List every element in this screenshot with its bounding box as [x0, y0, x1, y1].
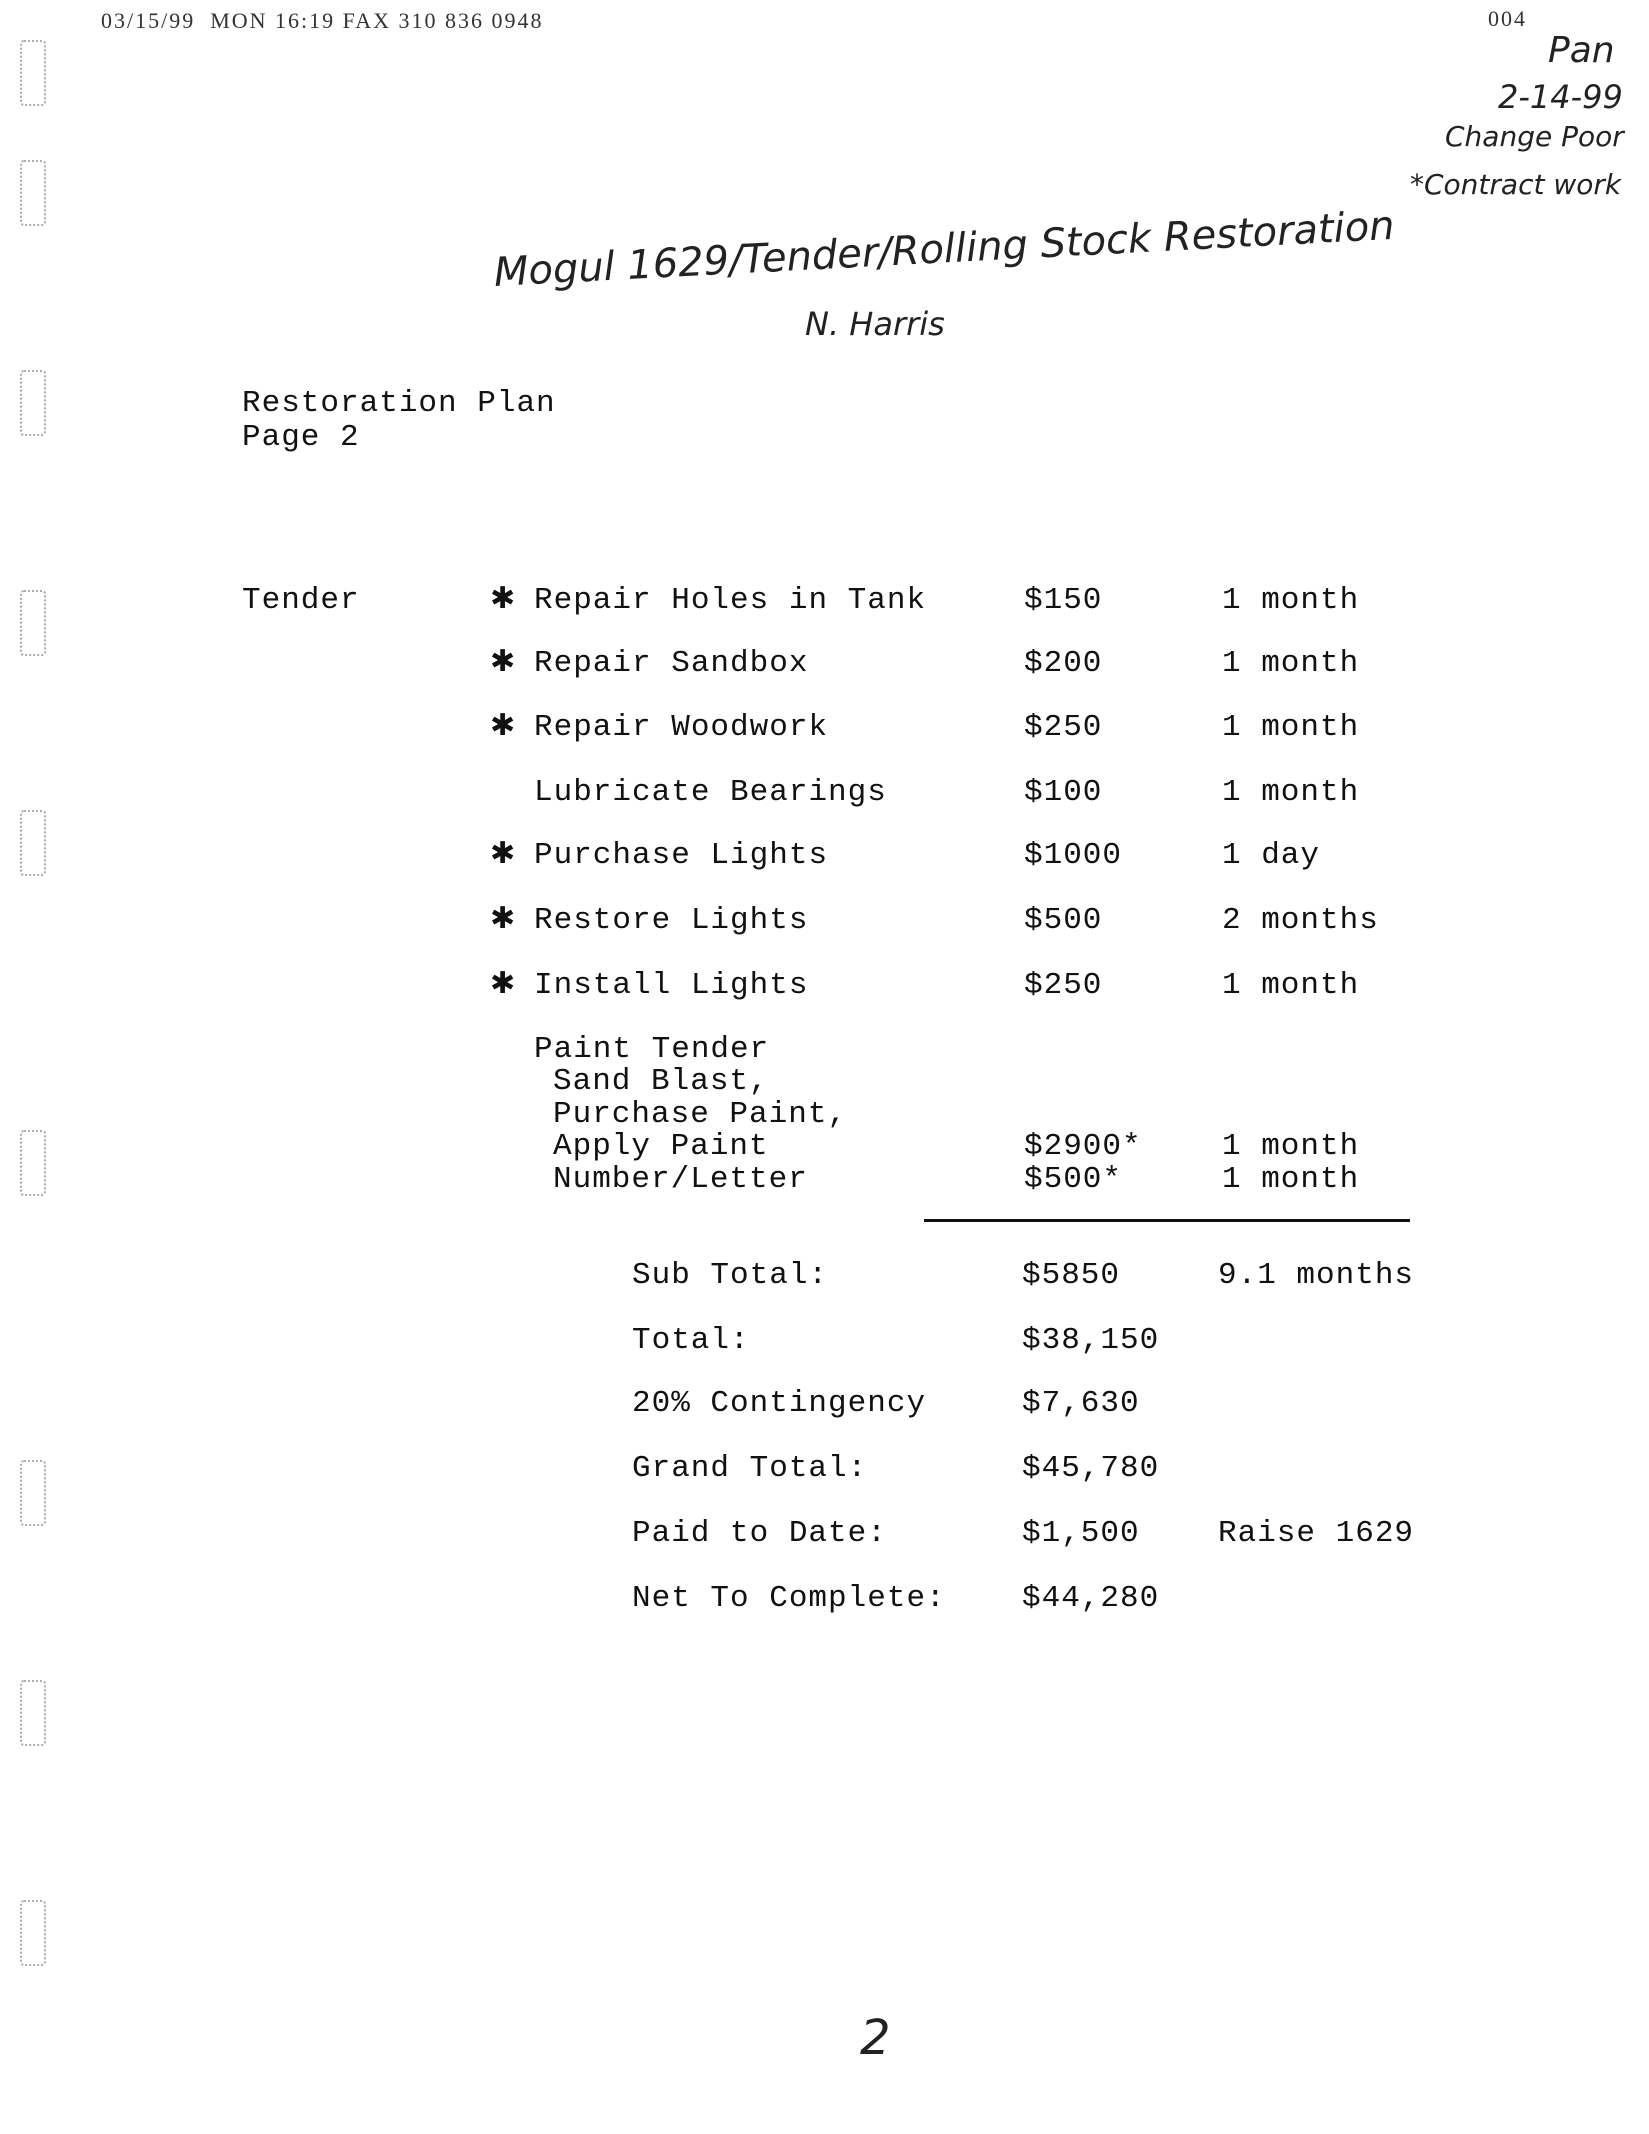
total-label: 20% Contingency [632, 1386, 927, 1421]
paint-cost: $2900* [1024, 1129, 1142, 1164]
total-value: $7,630 [1022, 1386, 1140, 1421]
punch-hole [20, 590, 46, 656]
item-name: Restore Lights [534, 903, 809, 938]
item-cost: $500 [1024, 903, 1103, 938]
paint-sub: Sand Blast, [553, 1064, 769, 1099]
fax-header: 03/15/99 MON 16:19 FAX 310 836 0948 [101, 8, 544, 33]
punch-hole [20, 1130, 46, 1196]
paint-duration: 1 month [1222, 1129, 1360, 1164]
paint-cost: $500* [1024, 1162, 1123, 1197]
item-cost: $200 [1024, 646, 1103, 681]
item-cost: $100 [1024, 775, 1103, 810]
paint-sub: Purchase Paint, [553, 1097, 848, 1132]
asterisk-mark-icon: ✱ [490, 581, 516, 616]
item-duration: 1 month [1222, 646, 1360, 681]
total-note: Raise 1629 [1218, 1516, 1415, 1551]
item-duration: 1 month [1222, 775, 1360, 810]
total-note: 9.1 months [1218, 1258, 1415, 1293]
paint-sub: Number/Letter [553, 1162, 808, 1197]
item-name: Repair Sandbox [534, 646, 809, 681]
punch-hole [20, 1900, 46, 1966]
page-number: 2 [860, 2010, 891, 2066]
asterisk-mark-icon: ✱ [490, 966, 516, 1001]
item-duration: 1 month [1222, 968, 1360, 1003]
punch-hole [20, 810, 46, 876]
asterisk-mark-icon: ✱ [490, 901, 516, 936]
total-label: Grand Total: [632, 1451, 868, 1486]
doc-page: Page 2 [242, 420, 360, 455]
handwritten-title: Mogul 1629/Tender/Rolling Stock Restoration [492, 202, 1396, 296]
total-label: Paid to Date: [632, 1516, 887, 1551]
asterisk-mark-icon: ✱ [490, 644, 516, 679]
asterisk-mark-icon: ✱ [490, 836, 516, 871]
asterisk-mark-icon: ✱ [490, 708, 516, 743]
item-duration: 1 day [1222, 838, 1321, 873]
punch-hole [20, 1680, 46, 1746]
total-label: Total: [632, 1323, 750, 1358]
item-cost: $250 [1024, 710, 1103, 745]
annotation-note: *Contract work [1410, 168, 1622, 201]
item-duration: 1 month [1222, 583, 1360, 618]
item-name: Lubricate Bearings [534, 775, 887, 810]
doc-title: Restoration Plan [242, 386, 556, 421]
punch-hole [20, 160, 46, 226]
item-cost: $1000 [1024, 838, 1123, 873]
item-duration: 1 month [1222, 710, 1360, 745]
total-value: $5850 [1022, 1258, 1121, 1293]
item-cost: $250 [1024, 968, 1103, 1003]
punch-hole [20, 40, 46, 106]
annotation-date: 2-14-99 [1498, 78, 1623, 116]
total-value: $45,780 [1022, 1451, 1160, 1486]
total-value: $38,150 [1022, 1323, 1160, 1358]
item-duration: 2 months [1222, 903, 1379, 938]
item-name: Repair Holes in Tank [534, 583, 927, 618]
total-label: Sub Total: [632, 1258, 829, 1293]
annotation-note: Change Poor [1445, 120, 1624, 153]
paint-sub: Apply Paint [553, 1129, 769, 1164]
item-name: Install Lights [534, 968, 809, 1003]
item-cost: $150 [1024, 583, 1103, 618]
fax-page-code: 004 [1488, 6, 1527, 31]
paint-title: Paint Tender [534, 1032, 770, 1067]
punch-hole [20, 370, 46, 436]
paint-duration: 1 month [1222, 1162, 1360, 1197]
handwritten-author: N. Harris [805, 305, 945, 343]
section-label: Tender [242, 583, 360, 618]
total-value: $1,500 [1022, 1516, 1140, 1551]
punch-hole [20, 1460, 46, 1526]
total-label: Net To Complete: [632, 1581, 946, 1616]
item-name: Repair Woodwork [534, 710, 829, 745]
item-name: Purchase Lights [534, 838, 829, 873]
total-value: $44,280 [1022, 1581, 1160, 1616]
annotation-initials: Pan [1548, 30, 1615, 71]
total-rule [924, 1219, 1410, 1222]
